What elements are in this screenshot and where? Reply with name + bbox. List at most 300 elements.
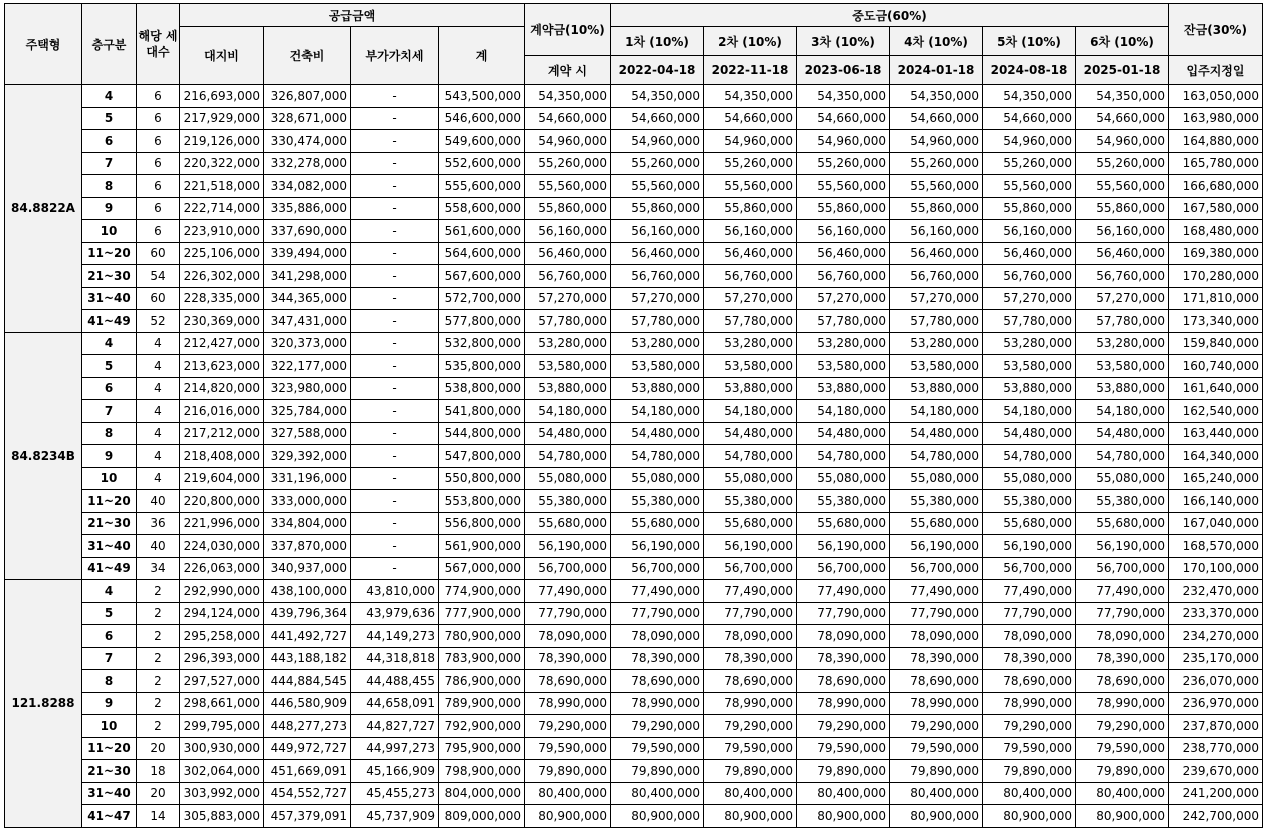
middle-payment-4-cell: 54,350,000: [890, 85, 983, 108]
middle-payment-4-cell: 78,390,000: [890, 647, 983, 670]
middle-payment-4-cell: 56,760,000: [890, 265, 983, 288]
floor-cell: 8: [82, 670, 137, 693]
contract-deposit-cell: 55,080,000: [525, 467, 611, 490]
middle-payment-4-cell: 54,180,000: [890, 400, 983, 423]
contract-deposit-cell: 55,560,000: [525, 175, 611, 198]
middle-payment-6-cell: 55,260,000: [1076, 152, 1169, 175]
table-row: [5, 422, 1263, 445]
total-cell: 572,700,000: [439, 287, 525, 310]
land-cost-cell: 213,623,000: [180, 355, 264, 378]
price-table: [4, 3, 1263, 828]
balance-cell: 236,070,000: [1169, 670, 1263, 693]
middle-payment-6-cell: 53,580,000: [1076, 355, 1169, 378]
middle-payment-5-cell: 77,790,000: [983, 602, 1076, 625]
total-cell: 550,800,000: [439, 467, 525, 490]
header-units: 해당 세대수: [137, 4, 180, 85]
units-cell: 4: [137, 400, 180, 423]
units-cell: 2: [137, 670, 180, 693]
floor-cell: 4: [82, 580, 137, 603]
middle-payment-4-cell: 78,090,000: [890, 625, 983, 648]
building-cost-cell: 438,100,000: [264, 580, 351, 603]
units-cell: 20: [137, 737, 180, 760]
header-round-2: 2차 (10%): [704, 27, 797, 56]
middle-payment-2-cell: 78,690,000: [704, 670, 797, 693]
middle-payment-5-cell: 56,160,000: [983, 220, 1076, 243]
middle-payment-6-cell: 79,590,000: [1076, 737, 1169, 760]
floor-cell: 6: [82, 130, 137, 153]
balance-cell: 169,380,000: [1169, 242, 1263, 265]
middle-payment-2-cell: 55,380,000: [704, 490, 797, 513]
balance-cell: 232,470,000: [1169, 580, 1263, 603]
middle-payment-4-cell: 54,660,000: [890, 107, 983, 130]
contract-deposit-cell: 55,260,000: [525, 152, 611, 175]
building-cost-cell: 451,669,091: [264, 760, 351, 783]
header-date-2: 2022-11-18: [704, 56, 797, 85]
vat-cell: -: [351, 287, 439, 310]
header-round-6: 6차 (10%): [1076, 27, 1169, 56]
middle-payment-2-cell: 57,270,000: [704, 287, 797, 310]
middle-payment-5-cell: 77,490,000: [983, 580, 1076, 603]
floor-cell: 31~40: [82, 287, 137, 310]
middle-payment-6-cell: 57,780,000: [1076, 310, 1169, 333]
middle-payment-2-cell: 57,780,000: [704, 310, 797, 333]
middle-payment-3-cell: 80,400,000: [797, 782, 890, 805]
building-cost-cell: 326,807,000: [264, 85, 351, 108]
middle-payment-2-cell: 55,860,000: [704, 197, 797, 220]
units-cell: 4: [137, 445, 180, 468]
table-row: [5, 467, 1263, 490]
middle-payment-6-cell: 55,080,000: [1076, 467, 1169, 490]
contract-deposit-cell: 56,160,000: [525, 220, 611, 243]
middle-payment-4-cell: 79,890,000: [890, 760, 983, 783]
middle-payment-1-cell: 54,780,000: [611, 445, 704, 468]
building-cost-cell: 457,379,091: [264, 805, 351, 828]
balance-cell: 241,200,000: [1169, 782, 1263, 805]
header-date-5: 2024-08-18: [983, 56, 1076, 85]
vat-cell: -: [351, 85, 439, 108]
table-row: [5, 625, 1263, 648]
middle-payment-4-cell: 55,260,000: [890, 152, 983, 175]
middle-payment-5-cell: 79,590,000: [983, 737, 1076, 760]
middle-payment-3-cell: 54,780,000: [797, 445, 890, 468]
table-row: [5, 737, 1263, 760]
building-cost-cell: 448,277,273: [264, 715, 351, 738]
total-cell: 577,800,000: [439, 310, 525, 333]
total-cell: 809,000,000: [439, 805, 525, 828]
table-row: [5, 310, 1263, 333]
units-cell: 6: [137, 130, 180, 153]
middle-payment-6-cell: 53,280,000: [1076, 332, 1169, 355]
balance-cell: 165,780,000: [1169, 152, 1263, 175]
middle-payment-6-cell: 57,270,000: [1076, 287, 1169, 310]
units-cell: 60: [137, 242, 180, 265]
table-row: [5, 152, 1263, 175]
header-type: 주택형: [5, 4, 82, 85]
units-cell: 4: [137, 377, 180, 400]
middle-payment-3-cell: 55,080,000: [797, 467, 890, 490]
middle-payment-6-cell: 54,350,000: [1076, 85, 1169, 108]
total-cell: 804,000,000: [439, 782, 525, 805]
middle-payment-3-cell: 55,680,000: [797, 512, 890, 535]
floor-cell: 41~47: [82, 805, 137, 828]
middle-payment-1-cell: 77,490,000: [611, 580, 704, 603]
floor-cell: 6: [82, 625, 137, 648]
contract-deposit-cell: 54,350,000: [525, 85, 611, 108]
middle-payment-4-cell: 79,290,000: [890, 715, 983, 738]
balance-cell: 159,840,000: [1169, 332, 1263, 355]
header-floor: 층구분: [82, 4, 137, 85]
land-cost-cell: 302,064,000: [180, 760, 264, 783]
middle-payment-4-cell: 55,380,000: [890, 490, 983, 513]
middle-payment-2-cell: 54,180,000: [704, 400, 797, 423]
units-cell: 4: [137, 355, 180, 378]
total-cell: 786,900,000: [439, 670, 525, 693]
building-cost-cell: 340,937,000: [264, 557, 351, 580]
contract-deposit-cell: 55,680,000: [525, 512, 611, 535]
balance-cell: 163,440,000: [1169, 422, 1263, 445]
middle-payment-1-cell: 53,880,000: [611, 377, 704, 400]
table-row: [5, 287, 1263, 310]
contract-deposit-cell: 54,480,000: [525, 422, 611, 445]
table-body: [5, 85, 1263, 828]
land-cost-cell: 223,910,000: [180, 220, 264, 243]
building-cost-cell: 333,000,000: [264, 490, 351, 513]
units-cell: 2: [137, 602, 180, 625]
vat-cell: -: [351, 535, 439, 558]
vat-cell: -: [351, 512, 439, 535]
middle-payment-1-cell: 78,090,000: [611, 625, 704, 648]
middle-payment-3-cell: 80,900,000: [797, 805, 890, 828]
total-cell: 535,800,000: [439, 355, 525, 378]
balance-cell: 163,980,000: [1169, 107, 1263, 130]
floor-cell: 7: [82, 400, 137, 423]
middle-payment-5-cell: 57,780,000: [983, 310, 1076, 333]
middle-payment-2-cell: 79,590,000: [704, 737, 797, 760]
land-cost-cell: 224,030,000: [180, 535, 264, 558]
header-round-1: 1차 (10%): [611, 27, 704, 56]
balance-cell: 166,680,000: [1169, 175, 1263, 198]
units-cell: 2: [137, 625, 180, 648]
balance-cell: 234,270,000: [1169, 625, 1263, 648]
middle-payment-4-cell: 55,680,000: [890, 512, 983, 535]
contract-deposit-cell: 78,090,000: [525, 625, 611, 648]
units-cell: 20: [137, 782, 180, 805]
vat-cell: 43,979,636: [351, 602, 439, 625]
middle-payment-3-cell: 57,270,000: [797, 287, 890, 310]
vat-cell: -: [351, 242, 439, 265]
middle-payment-3-cell: 55,860,000: [797, 197, 890, 220]
table-row: [5, 107, 1263, 130]
land-cost-cell: 216,693,000: [180, 85, 264, 108]
middle-payment-2-cell: 55,560,000: [704, 175, 797, 198]
land-cost-cell: 303,992,000: [180, 782, 264, 805]
building-cost-cell: 327,588,000: [264, 422, 351, 445]
middle-payment-2-cell: 56,190,000: [704, 535, 797, 558]
building-cost-cell: 329,392,000: [264, 445, 351, 468]
middle-payment-5-cell: 56,760,000: [983, 265, 1076, 288]
middle-payment-1-cell: 53,580,000: [611, 355, 704, 378]
middle-payment-6-cell: 54,180,000: [1076, 400, 1169, 423]
vat-cell: -: [351, 557, 439, 580]
middle-payment-4-cell: 77,490,000: [890, 580, 983, 603]
middle-payment-6-cell: 56,700,000: [1076, 557, 1169, 580]
floor-cell: 5: [82, 355, 137, 378]
units-cell: 6: [137, 197, 180, 220]
floor-cell: 11~20: [82, 490, 137, 513]
house-type-cell: 84.8234B: [5, 332, 82, 580]
total-cell: 561,600,000: [439, 220, 525, 243]
table-row: [5, 175, 1263, 198]
balance-cell: 168,570,000: [1169, 535, 1263, 558]
building-cost-cell: 325,784,000: [264, 400, 351, 423]
vat-cell: 44,658,091: [351, 692, 439, 715]
middle-payment-2-cell: 77,790,000: [704, 602, 797, 625]
floor-cell: 9: [82, 692, 137, 715]
middle-payment-2-cell: 80,900,000: [704, 805, 797, 828]
vat-cell: -: [351, 422, 439, 445]
middle-payment-1-cell: 79,590,000: [611, 737, 704, 760]
land-cost-cell: 222,714,000: [180, 197, 264, 220]
table-row: [5, 85, 1263, 108]
floor-cell: 11~20: [82, 737, 137, 760]
middle-payment-5-cell: 54,780,000: [983, 445, 1076, 468]
middle-payment-5-cell: 55,380,000: [983, 490, 1076, 513]
table-row: [5, 377, 1263, 400]
total-cell: 792,900,000: [439, 715, 525, 738]
middle-payment-2-cell: 79,890,000: [704, 760, 797, 783]
balance-cell: 162,540,000: [1169, 400, 1263, 423]
middle-payment-5-cell: 55,260,000: [983, 152, 1076, 175]
floor-cell: 5: [82, 602, 137, 625]
middle-payment-6-cell: 77,490,000: [1076, 580, 1169, 603]
building-cost-cell: 439,796,364: [264, 602, 351, 625]
middle-payment-5-cell: 56,460,000: [983, 242, 1076, 265]
table-row: [5, 490, 1263, 513]
header-round-3: 3차 (10%): [797, 27, 890, 56]
building-cost-cell: 454,552,727: [264, 782, 351, 805]
building-cost-cell: 332,278,000: [264, 152, 351, 175]
building-cost-cell: 323,980,000: [264, 377, 351, 400]
vat-cell: -: [351, 130, 439, 153]
units-cell: 6: [137, 220, 180, 243]
middle-payment-2-cell: 53,880,000: [704, 377, 797, 400]
table-row: [5, 602, 1263, 625]
middle-payment-6-cell: 55,680,000: [1076, 512, 1169, 535]
contract-deposit-cell: 54,180,000: [525, 400, 611, 423]
middle-payment-4-cell: 78,990,000: [890, 692, 983, 715]
floor-cell: 31~40: [82, 535, 137, 558]
middle-payment-5-cell: 56,700,000: [983, 557, 1076, 580]
middle-payment-1-cell: 56,700,000: [611, 557, 704, 580]
floor-cell: 5: [82, 107, 137, 130]
middle-payment-6-cell: 54,660,000: [1076, 107, 1169, 130]
middle-payment-2-cell: 78,990,000: [704, 692, 797, 715]
floor-cell: 9: [82, 197, 137, 220]
floor-cell: 21~30: [82, 265, 137, 288]
floor-cell: 7: [82, 647, 137, 670]
units-cell: 40: [137, 490, 180, 513]
middle-payment-5-cell: 53,280,000: [983, 332, 1076, 355]
building-cost-cell: 344,365,000: [264, 287, 351, 310]
total-cell: 553,800,000: [439, 490, 525, 513]
building-cost-cell: 320,373,000: [264, 332, 351, 355]
middle-payment-2-cell: 53,580,000: [704, 355, 797, 378]
building-cost-cell: 334,082,000: [264, 175, 351, 198]
middle-payment-2-cell: 56,700,000: [704, 557, 797, 580]
middle-payment-3-cell: 78,690,000: [797, 670, 890, 693]
vat-cell: -: [351, 152, 439, 175]
middle-payment-3-cell: 55,380,000: [797, 490, 890, 513]
floor-cell: 9: [82, 445, 137, 468]
header-round-5: 5차 (10%): [983, 27, 1076, 56]
middle-payment-4-cell: 54,780,000: [890, 445, 983, 468]
building-cost-cell: 446,580,909: [264, 692, 351, 715]
middle-payment-1-cell: 78,990,000: [611, 692, 704, 715]
middle-payment-6-cell: 78,090,000: [1076, 625, 1169, 648]
balance-cell: 238,770,000: [1169, 737, 1263, 760]
units-cell: 6: [137, 152, 180, 175]
middle-payment-5-cell: 79,890,000: [983, 760, 1076, 783]
middle-payment-4-cell: 55,080,000: [890, 467, 983, 490]
middle-payment-3-cell: 53,580,000: [797, 355, 890, 378]
land-cost-cell: 230,369,000: [180, 310, 264, 333]
units-cell: 6: [137, 107, 180, 130]
table-row: [5, 760, 1263, 783]
floor-cell: 41~49: [82, 310, 137, 333]
middle-payment-2-cell: 54,780,000: [704, 445, 797, 468]
building-cost-cell: 443,188,182: [264, 647, 351, 670]
units-cell: 4: [137, 332, 180, 355]
floor-cell: 6: [82, 377, 137, 400]
floor-cell: 7: [82, 152, 137, 175]
total-cell: 544,800,000: [439, 422, 525, 445]
building-cost-cell: 341,298,000: [264, 265, 351, 288]
middle-payment-1-cell: 55,860,000: [611, 197, 704, 220]
middle-payment-3-cell: 78,990,000: [797, 692, 890, 715]
land-cost-cell: 221,518,000: [180, 175, 264, 198]
land-cost-cell: 228,335,000: [180, 287, 264, 310]
table-row: [5, 220, 1263, 243]
land-cost-cell: 298,661,000: [180, 692, 264, 715]
house-type-cell: 121.8288: [5, 580, 82, 828]
middle-payment-5-cell: 57,270,000: [983, 287, 1076, 310]
middle-payment-6-cell: 55,560,000: [1076, 175, 1169, 198]
middle-payment-5-cell: 78,990,000: [983, 692, 1076, 715]
balance-cell: 239,670,000: [1169, 760, 1263, 783]
middle-payment-4-cell: 54,480,000: [890, 422, 983, 445]
middle-payment-6-cell: 55,380,000: [1076, 490, 1169, 513]
contract-deposit-cell: 79,590,000: [525, 737, 611, 760]
building-cost-cell: 347,431,000: [264, 310, 351, 333]
vat-cell: 45,737,909: [351, 805, 439, 828]
table-row: [5, 535, 1263, 558]
middle-payment-1-cell: 54,480,000: [611, 422, 704, 445]
middle-payment-1-cell: 56,760,000: [611, 265, 704, 288]
contract-deposit-cell: 54,660,000: [525, 107, 611, 130]
total-cell: 774,900,000: [439, 580, 525, 603]
middle-payment-1-cell: 56,160,000: [611, 220, 704, 243]
vat-cell: -: [351, 490, 439, 513]
units-cell: 60: [137, 287, 180, 310]
land-cost-cell: 226,063,000: [180, 557, 264, 580]
vat-cell: -: [351, 310, 439, 333]
land-cost-cell: 218,408,000: [180, 445, 264, 468]
middle-payment-5-cell: 80,900,000: [983, 805, 1076, 828]
balance-cell: 242,700,000: [1169, 805, 1263, 828]
contract-deposit-cell: 78,690,000: [525, 670, 611, 693]
land-cost-cell: 300,930,000: [180, 737, 264, 760]
contract-deposit-cell: 79,290,000: [525, 715, 611, 738]
land-cost-cell: 212,427,000: [180, 332, 264, 355]
middle-payment-4-cell: 55,560,000: [890, 175, 983, 198]
total-cell: 780,900,000: [439, 625, 525, 648]
middle-payment-3-cell: 79,590,000: [797, 737, 890, 760]
vat-cell: 45,166,909: [351, 760, 439, 783]
middle-payment-3-cell: 78,090,000: [797, 625, 890, 648]
middle-payment-1-cell: 53,280,000: [611, 332, 704, 355]
total-cell: 564,600,000: [439, 242, 525, 265]
floor-cell: 21~30: [82, 512, 137, 535]
middle-payment-1-cell: 57,780,000: [611, 310, 704, 333]
middle-payment-5-cell: 55,080,000: [983, 467, 1076, 490]
vat-cell: -: [351, 265, 439, 288]
total-cell: 541,800,000: [439, 400, 525, 423]
middle-payment-1-cell: 79,290,000: [611, 715, 704, 738]
header-middle: 중도금(60%): [611, 4, 1169, 27]
middle-payment-1-cell: 54,350,000: [611, 85, 704, 108]
middle-payment-4-cell: 54,960,000: [890, 130, 983, 153]
balance-cell: 237,870,000: [1169, 715, 1263, 738]
total-cell: 567,600,000: [439, 265, 525, 288]
contract-deposit-cell: 55,380,000: [525, 490, 611, 513]
units-cell: 4: [137, 422, 180, 445]
vat-cell: -: [351, 400, 439, 423]
vat-cell: 43,810,000: [351, 580, 439, 603]
middle-payment-6-cell: 80,400,000: [1076, 782, 1169, 805]
contract-deposit-cell: 53,880,000: [525, 377, 611, 400]
middle-payment-2-cell: 54,960,000: [704, 130, 797, 153]
house-type-cell: 84.8822A: [5, 85, 82, 333]
middle-payment-4-cell: 55,860,000: [890, 197, 983, 220]
middle-payment-3-cell: 77,490,000: [797, 580, 890, 603]
total-cell: 567,000,000: [439, 557, 525, 580]
middle-payment-4-cell: 80,900,000: [890, 805, 983, 828]
total-cell: 532,800,000: [439, 332, 525, 355]
middle-payment-6-cell: 56,460,000: [1076, 242, 1169, 265]
middle-payment-5-cell: 80,400,000: [983, 782, 1076, 805]
units-cell: 54: [137, 265, 180, 288]
building-cost-cell: 337,870,000: [264, 535, 351, 558]
units-cell: 2: [137, 580, 180, 603]
floor-cell: 11~20: [82, 242, 137, 265]
contract-deposit-cell: 80,900,000: [525, 805, 611, 828]
vat-cell: 45,455,273: [351, 782, 439, 805]
balance-cell: 163,050,000: [1169, 85, 1263, 108]
middle-payment-4-cell: 56,460,000: [890, 242, 983, 265]
units-cell: 2: [137, 647, 180, 670]
units-cell: 34: [137, 557, 180, 580]
middle-payment-5-cell: 79,290,000: [983, 715, 1076, 738]
units-cell: 6: [137, 85, 180, 108]
contract-deposit-cell: 57,780,000: [525, 310, 611, 333]
table-row: [5, 445, 1263, 468]
total-cell: 552,600,000: [439, 152, 525, 175]
vat-cell: -: [351, 332, 439, 355]
balance-cell: 166,140,000: [1169, 490, 1263, 513]
contract-deposit-cell: 78,390,000: [525, 647, 611, 670]
middle-payment-1-cell: 80,900,000: [611, 805, 704, 828]
middle-payment-5-cell: 55,680,000: [983, 512, 1076, 535]
